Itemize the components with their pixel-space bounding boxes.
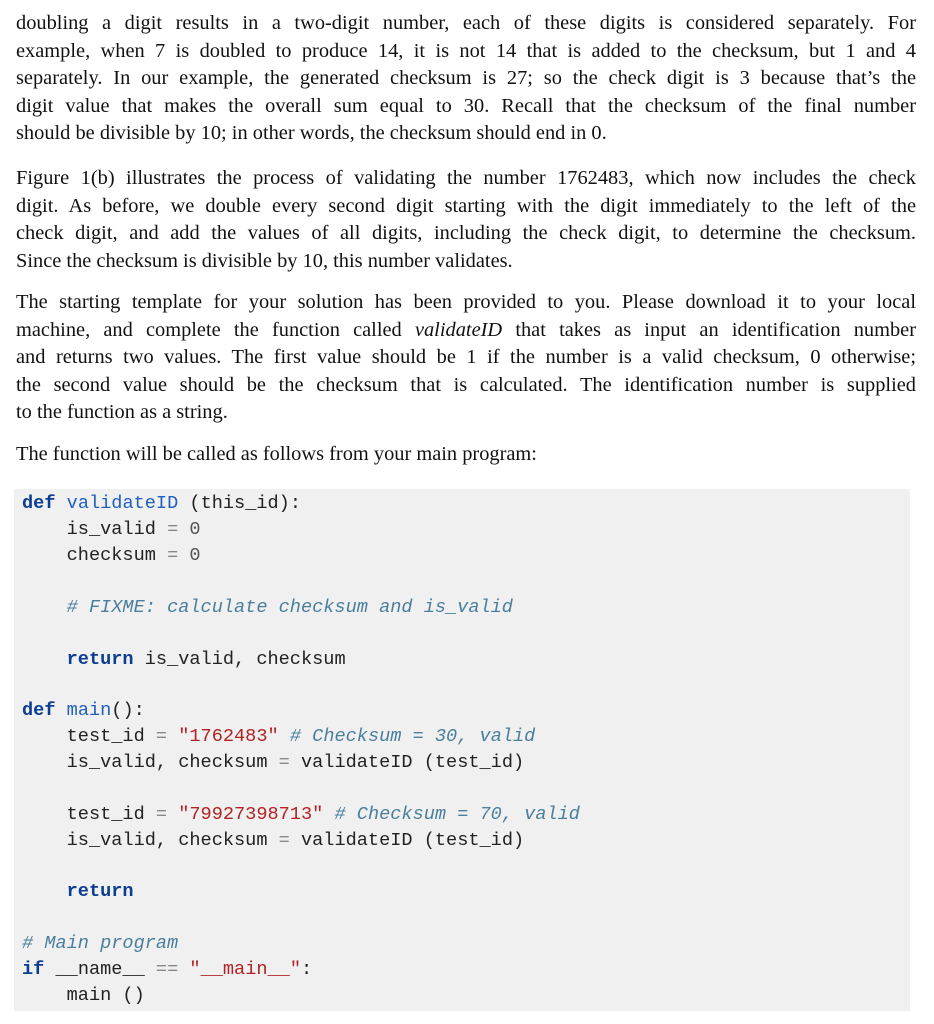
text-line: example, when 7 is doubled to produce 14, it is not 14 that is added to the checksum, but 1 and 4 (16, 39, 916, 62)
keyword: def (22, 700, 56, 721)
code-text: validateID (test_id) (300, 752, 525, 773)
paragraph-checksum-explanation (16, 10, 916, 148)
code-line (22, 647, 346, 673)
code-text: main () (66, 985, 145, 1006)
code-line (22, 543, 201, 569)
text-line: The starting template for your solution has been provided to you. Please download it to your local (16, 291, 916, 313)
code-line (22, 491, 301, 517)
code-line (22, 828, 524, 854)
string-literal: "1762483" (178, 726, 279, 747)
code-comment: # Checksum = 30, valid (289, 726, 536, 747)
code-comment: # FIXME: calculate checksum and is_valid (66, 597, 513, 618)
paragraph-validation (16, 165, 916, 275)
text-line: check digit, and add the values of all digits, including the check digit, to determine the checksum. (16, 222, 916, 245)
paragraph-call-intro (16, 441, 916, 469)
code-line (22, 698, 145, 724)
code-text: __name__ (55, 959, 145, 980)
code-text: (): (111, 700, 145, 721)
text-fragment: machine, and complete the function called (16, 318, 415, 341)
code-line (22, 957, 312, 983)
number-literal: 0 (189, 545, 201, 566)
operator: = (144, 726, 179, 747)
function-name: main (66, 700, 112, 721)
operator: == (144, 959, 190, 980)
text-line: should be divisible by 10; in other words, the checksum should end in 0. (16, 122, 607, 145)
text-line: Figure 1(b) illustrates the process of validating the number 1762483, which now includes the check (16, 167, 916, 189)
string-literal: "__main__" (189, 959, 301, 980)
code-text: is_valid, checksum (133, 649, 346, 670)
code-text: validateID (test_id) (300, 830, 525, 851)
code-text: checksum (66, 545, 156, 566)
operator: = (267, 830, 301, 851)
keyword: if (22, 959, 45, 980)
text-line (16, 317, 916, 345)
function-name-italic: validateID (414, 318, 503, 341)
function-name: validateID (66, 493, 179, 514)
code-line (22, 931, 178, 957)
operator: = (155, 519, 190, 540)
code-comment: # Main program (22, 933, 179, 954)
keyword: def (22, 493, 56, 514)
keyword: return (66, 881, 134, 902)
code-line (22, 802, 580, 828)
operator: = (155, 545, 190, 566)
code-text: (this_id): (178, 493, 301, 514)
operator: = (144, 804, 179, 825)
code-line (22, 879, 134, 905)
text-line: and returns two values. The first value should be 1 if the number is a valid checksum, 0 otherwise; (16, 346, 916, 369)
text-line: digit value that makes the overall sum equal to 30. Recall that the checksum of the final number (16, 94, 916, 117)
code-line (22, 595, 513, 621)
code-text: : (301, 959, 313, 980)
text-line: Since the checksum is divisible by 10, this number validates. (16, 249, 513, 272)
code-comment: # Checksum = 70, valid (334, 804, 580, 825)
code-text: test_id (66, 726, 145, 747)
code-text: is_valid, checksum (66, 830, 268, 851)
code-line (22, 983, 145, 1009)
text-line: digit. As before, we double every second digit starting with the digit immediately to the left of the (16, 194, 916, 217)
code-text: is_valid (66, 519, 156, 540)
code-text: is_valid, checksum (66, 752, 268, 773)
text-line: separately. In our example, the generated checksum is 27; so the check digit is 3 because that’s the (16, 67, 916, 90)
string-literal: "79927398713" (178, 804, 324, 825)
text-line: to the function as a string. (16, 401, 228, 424)
code-text: test_id (66, 804, 145, 825)
text-line: The function will be called as follows from your main program: (16, 443, 537, 465)
code-line (22, 724, 535, 750)
number-literal: 0 (189, 519, 201, 540)
paragraph-template-instructions (16, 289, 916, 427)
keyword: return (66, 649, 134, 670)
code-line (22, 750, 524, 776)
text-line: doubling a digit results in a two-digit number, each of these digits is considered separately. For (16, 12, 916, 34)
text-fragment: that takes as input an identification number (502, 318, 916, 341)
code-line (22, 517, 201, 543)
code-listing (14, 489, 910, 1011)
text-line: the second value should be the checksum that is calculated. The identification number is supplied (16, 373, 916, 396)
operator: = (267, 752, 301, 773)
